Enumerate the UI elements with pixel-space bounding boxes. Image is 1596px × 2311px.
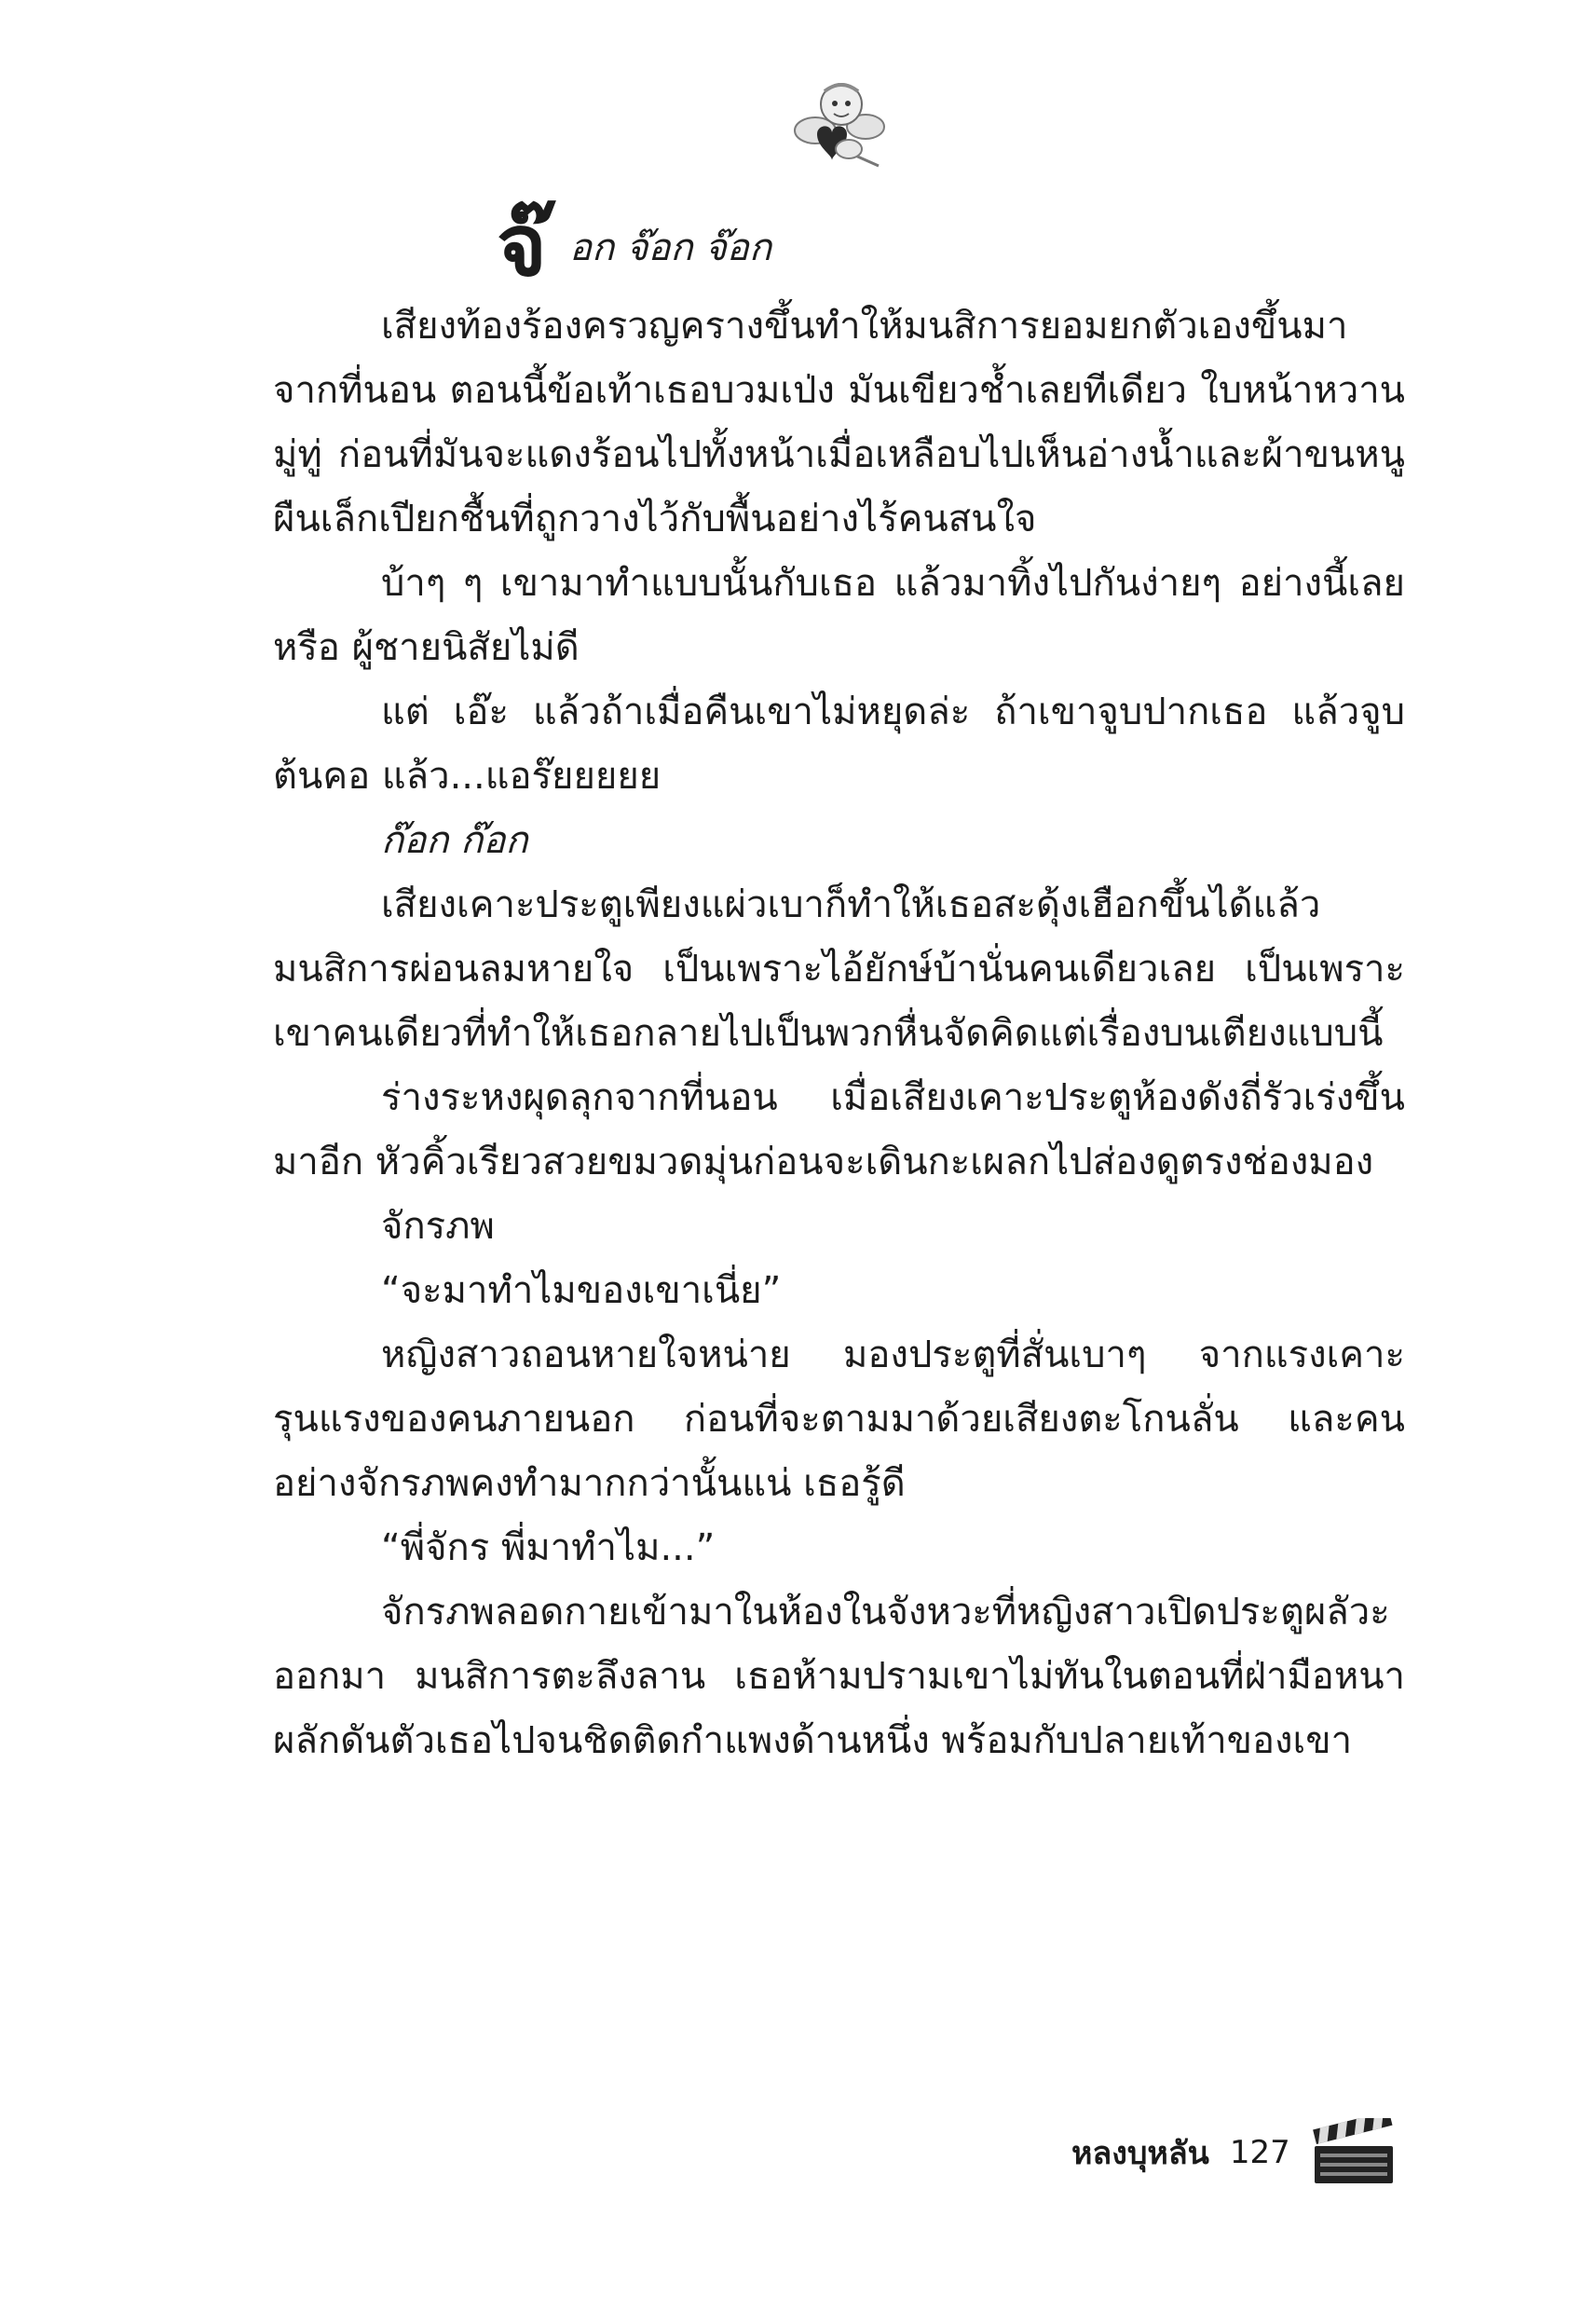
book-title: หลงบุหลัน (1071, 2135, 1209, 2172)
paragraph: จักรภพ (381, 1205, 495, 1248)
paragraph: เสียงท้องร้องครวญครางขึ้นทำให้มนสิการยอมยกตัวเองขึ้นมาจากที่นอน ตอนนี้ข้อเท้าเธอบวมเป่ง มันเขียวช้ำเลยทีเดียว ใบหน้าหวานมู่ทู่ ก่อนที่มันจะแดงร้อนไปทั้งหน้าเมื่อเหลือบไปเห็นอ่างน้ำและผ้าขนหนูผืนเล็กเปียกชื้นที่ถูกวางไว้กับพื้นอย่างไร้คนสนใจ (273, 305, 1405, 540)
paragraph: เสียงเคาะประตูเพียงแผ่วเบาก็ทำให้เธอสะดุ้งเฮือกขึ้นได้แล้ว มนสิการผ่อนลมหายใจ เป็นเพราะไอ้ยักษ์บ้านั่นคนเดียวเลย เป็นเพราะเขาคนเดียวที่ทำให้เธอกลายไปเป็นพวกหื่นจัดคิดแต่เรื่องบนเตียงแบบนี้ (273, 883, 1405, 1055)
opening-line (273, 196, 1405, 295)
drop-cap: จ๊ (497, 196, 547, 295)
dialogue: “จะมาทำไมของเขาเนี่ย” (381, 1269, 782, 1312)
clapperboard-icon (1311, 2118, 1397, 2187)
paragraph: ร่างระหงผุดลุกจากที่นอน เมื่อเสียงเคาะประตูห้องดังถี่รัวเร่งขึ้นมาอีก หัวคิ้วเรียวสวยขมวดมุ่นก่อนจะเดินกะเผลกไปส่องดูตรงช่องมอง (273, 1076, 1405, 1183)
opening-sound: อก จ๊อก จ๊อก (569, 226, 772, 269)
paragraph: แต่ เอ๊ะ แล้วถ้าเมื่อคืนเขาไม่หยุดล่ะ ถ้าเขาจูบปากเธอ แล้วจูบต้นคอ แล้ว...แอร๊ยยยยย (273, 691, 1405, 798)
cupid-heart-icon (787, 73, 890, 175)
dialogue: “พี่จักร พี่มาทำไม...” (381, 1526, 716, 1569)
chapter-text (273, 196, 1405, 1773)
page-number: 127 (1229, 2134, 1290, 2171)
paragraph: จักรภพลอดกายเข้ามาในห้องในจังหวะที่หญิงสาวเปิดประตูผลัวะออกมา มนสิการตะลึงลาน เธอห้ามปรามเขาไม่ทันในตอนที่ฝ่ามือหนาผลักดันตัวเธอไปจนชิดติดกำแพงด้านหนึ่ง พร้อมกับปลายเท้าของเขา (273, 1591, 1405, 1762)
page-footer (1071, 2120, 1397, 2185)
paragraph: หญิงสาวถอนหายใจหน่าย มองประตูที่สั่นเบาๆ จากแรงเคาะรุนแรงของคนภายนอก ก่อนที่จะตามมาด้วยเสียงตะโกนลั่น และคนอย่างจักรภพคงทำมากกว่านั้นแน่ เธอรู้ดี (273, 1333, 1405, 1505)
paragraph: บ้าๆ ๆ เขามาทำแบบนั้นกับเธอ แล้วมาทิ้งไปกันง่ายๆ อย่างนี้เลยหรือ ผู้ชายนิสัยไม่ดี (273, 562, 1405, 669)
paragraph-sound: ก๊อก ก๊อก (381, 819, 528, 862)
